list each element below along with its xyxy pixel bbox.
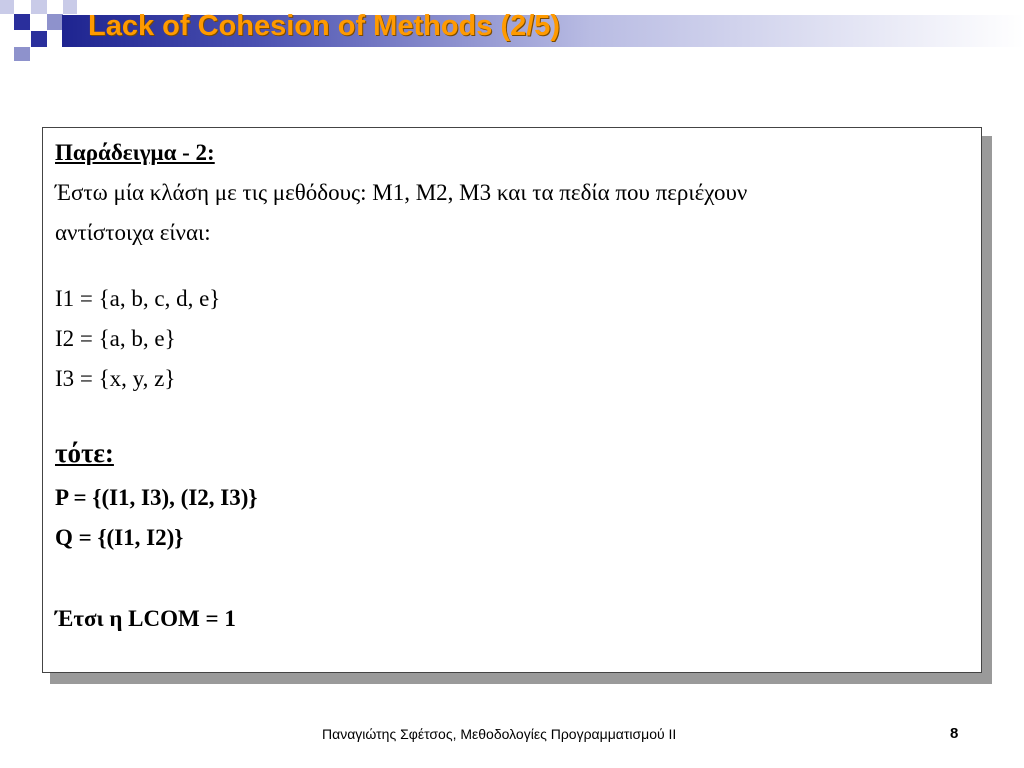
decor-square [31, 0, 47, 14]
intro-line-1: Έστω μία κλάση με τις μεθόδους: Μ1, Μ2, Μ3 και τα πεδία που περιέχουν [55, 180, 748, 205]
footer-author-course: Παναγιώτης Σφέτσος, Μεθοδολογίες Προγραμματισμού ΙΙ [322, 726, 677, 742]
decor-square [14, 14, 30, 30]
page-number: 8 [950, 725, 959, 742]
decor-square [14, 47, 30, 61]
decor-square [63, 0, 77, 14]
decor-square [47, 14, 63, 30]
set-line: I1 = {a, b, c, d, e} [55, 286, 221, 311]
example-heading: Παράδειγμα - 2: [55, 140, 215, 165]
then-label: τότε: [55, 438, 114, 468]
p-set: P = {(I1, I3), (I2, I3)} [55, 485, 258, 510]
intro-line-2: αντίστοιχα είναι: [55, 220, 211, 245]
q-set: Q = {(I1, I2)} [55, 525, 184, 550]
content-box [42, 127, 982, 673]
set-line: I2 = {a, b, e} [55, 326, 176, 351]
decor-square [0, 0, 14, 14]
decor-square [31, 31, 47, 47]
set-line: I3 = {x, y, z} [55, 366, 176, 391]
slide-title: Lack of Cohesion of Methods (2/5) [88, 10, 561, 42]
conclusion: Έτσι η LCOM = 1 [55, 606, 236, 631]
